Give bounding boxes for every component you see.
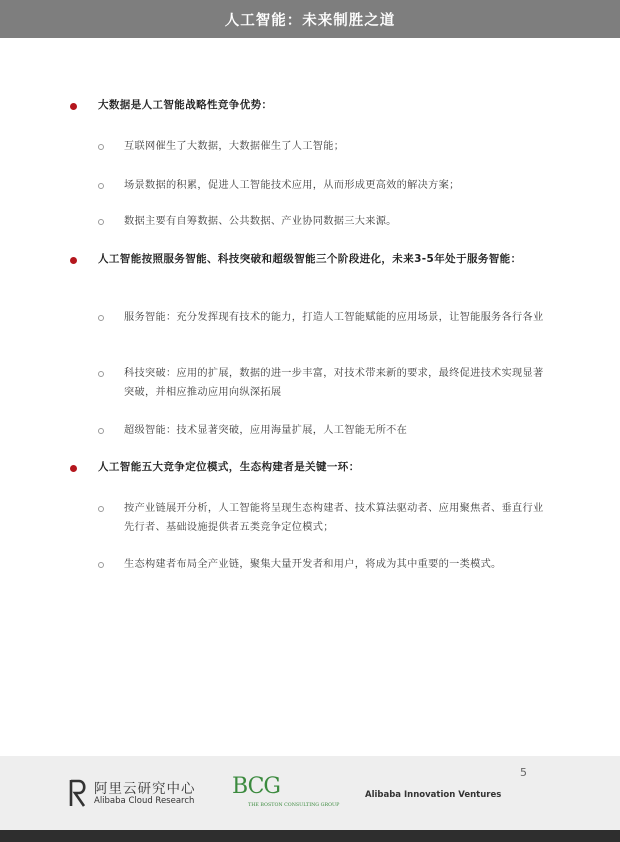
list-item: 数据主要有自筹数据、公共数据、产业协同数据三大来源。 bbox=[124, 216, 397, 227]
list-item: 服务智能：充分发挥现有技术的能力，打造人工智能赋能的应用场景，让智能服务各行各业 bbox=[124, 312, 544, 323]
bullet-dot-icon bbox=[70, 465, 77, 472]
sub-bullet-icon bbox=[98, 428, 104, 434]
list-item: 超级智能：技术显著突破，应用海量扩展，人工智能无所不在 bbox=[124, 425, 408, 436]
bullet-dot-icon bbox=[70, 257, 77, 264]
section-heading: 人工智能按照服务智能、科技突破和超级智能三个阶段进化，未来3-5年处于服务智能： bbox=[98, 253, 522, 265]
page-title: 人工智能：未来制胜之道 bbox=[224, 12, 396, 29]
alibaba-cloud-research-cn: 阿里云研究中心 bbox=[94, 781, 196, 797]
sub-bullet-icon bbox=[98, 371, 104, 377]
sub-bullet-icon bbox=[98, 183, 104, 189]
page-footer bbox=[0, 756, 620, 830]
section-heading: 大数据是人工智能战略性竞争优势： bbox=[98, 99, 273, 111]
bcg-logo bbox=[232, 774, 342, 814]
sub-bullet-icon bbox=[98, 562, 104, 568]
list-item: 互联网催生了大数据，大数据催生了人工智能； bbox=[124, 141, 345, 152]
list-item: 科技突破：应用的扩展，数据的进一步丰富，对技术带来新的要求，最终促进技术实现显著突破，并相应推动应用向纵深拓展 bbox=[124, 368, 544, 398]
bcg-mark: BCG bbox=[232, 774, 280, 799]
alibaba-cloud-r-icon bbox=[68, 778, 90, 808]
bullet-dot-icon bbox=[70, 103, 77, 110]
list-item: 场景数据的积累，促进人工智能技术应用，从而形成更高效的解决方案； bbox=[124, 180, 460, 191]
page-number: 5 bbox=[520, 766, 527, 779]
sub-bullet-icon bbox=[98, 144, 104, 150]
alibaba-innovation-ventures-logo: Alibaba Innovation Ventures bbox=[365, 790, 502, 800]
list-item: 生态构建者布局全产业链，聚集大量开发者和用户，将成为其中重要的一类模式。 bbox=[124, 559, 502, 570]
section-heading: 人工智能五大竞争定位模式，生态构建者是关键一环： bbox=[98, 461, 360, 473]
footer-bar bbox=[0, 830, 620, 842]
alibaba-cloud-research-en: Alibaba Cloud Research bbox=[94, 796, 195, 806]
sub-bullet-icon bbox=[98, 315, 104, 321]
list-item: 按产业链展开分析，人工智能将呈现生态构建者、技术算法驱动者、应用聚焦者、垂直行业先行者、基础设施提供者五类竞争定位模式； bbox=[124, 503, 544, 533]
bcg-subtitle: THE BOSTON CONSULTING GROUP bbox=[248, 803, 340, 808]
page-header bbox=[0, 0, 620, 38]
sub-bullet-icon bbox=[98, 506, 104, 512]
alibaba-cloud-research-logo bbox=[68, 776, 208, 812]
sub-bullet-icon bbox=[98, 219, 104, 225]
